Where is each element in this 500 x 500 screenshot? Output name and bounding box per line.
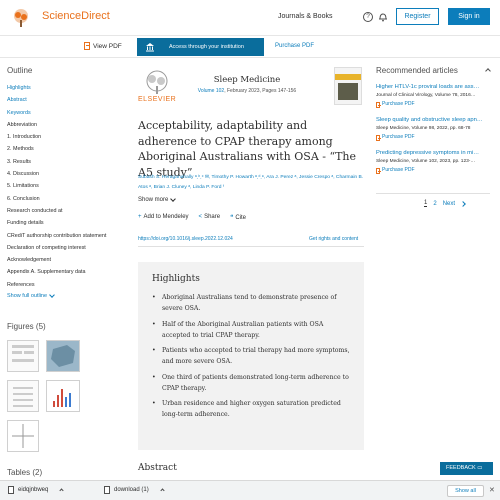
journals-books-link[interactable]: Journals & Books: [278, 13, 333, 20]
feedback-button[interactable]: FEEDBACK ▭: [440, 462, 493, 475]
highlight-item: • Urban residence and higher oxygen saturation predicted long-term adherence.: [152, 398, 352, 420]
elsevier-tree-logo-icon[interactable]: [10, 8, 32, 28]
page-1[interactable]: 1: [424, 200, 428, 206]
divider: [138, 246, 364, 247]
author-list[interactable]: Subash S. Heraganahally ᵃˎᵇˎᶜ ✉, Timothy P. Howarth ᵃˎᵈˎᵉ, Ara J. Perez ᵃ, Jessie Crespo ᵃ, Charmain B. Atos ᵃ, Brian J. Cluney ᵃ, Linda P. Ford ᶠ: [138, 175, 364, 190]
outline-title: Outline: [7, 66, 33, 75]
recommended-pager: [424, 200, 465, 207]
chevron-down-icon: [171, 196, 177, 202]
page-2[interactable]: 2: [433, 200, 437, 207]
highlights-list: [152, 292, 352, 425]
outline-list: [7, 82, 117, 291]
figure-thumbnail[interactable]: [46, 380, 80, 412]
outline-item[interactable]: Abbreviation: [7, 121, 37, 128]
brand-name[interactable]: ScienceDirect: [42, 10, 110, 22]
quote-icon: ❝: [230, 215, 234, 221]
access-bar: [0, 36, 500, 58]
abstract-heading: Abstract: [138, 463, 177, 473]
view-pdf-button[interactable]: [84, 42, 122, 50]
recommended-article-title[interactable]: Sleep quality and obstructive sleep apn…: [376, 117, 483, 123]
top-header: [0, 0, 500, 36]
add-to-mendeley-button[interactable]: + Add to Mendeley: [138, 214, 189, 220]
journal-volume: Volume 102, February 2023, Pages 147-156: [197, 88, 297, 94]
next-page-link[interactable]: Next: [442, 200, 456, 207]
outline-item[interactable]: Abstract: [7, 97, 27, 104]
help-icon[interactable]: ?: [363, 12, 373, 22]
pdf-icon: [84, 42, 90, 50]
figures-heading: Figures (5): [7, 322, 46, 331]
show-full-outline-label: Show full outline: [7, 293, 48, 300]
chevron-right-icon[interactable]: [460, 201, 466, 207]
recommended-article-title[interactable]: Higher HTLV-1c proviral loads are ass…: [376, 84, 480, 90]
figure-thumbnail[interactable]: [7, 420, 39, 452]
chevron-up-icon[interactable]: [160, 488, 164, 492]
file-icon: [8, 486, 14, 494]
chevron-up-icon[interactable]: [60, 488, 64, 492]
recommended-article-title[interactable]: Predicting depressive symptoms in mi…: [376, 150, 480, 156]
outline-panel: [7, 66, 117, 299]
volume-link[interactable]: Volume 102: [197, 88, 225, 94]
plus-icon: +: [138, 214, 142, 220]
share-icon: <: [198, 214, 203, 220]
recommended-title: Recommended articles: [376, 66, 458, 75]
pdf-icon: [376, 168, 380, 174]
show-full-outline-button[interactable]: [7, 293, 117, 299]
journal-cover-image[interactable]: [334, 67, 362, 105]
outline-item[interactable]: Appendix A. Supplementary data: [7, 269, 86, 276]
chevron-up-icon[interactable]: [485, 68, 491, 74]
access-label: Access through your institution: [169, 44, 244, 50]
divider: [376, 193, 490, 194]
highlight-item: • One third of patients demonstrated long-term adherence to CPAP therapy.: [152, 372, 352, 394]
access-institution-button[interactable]: [137, 38, 264, 56]
show-more-label: Show more: [138, 197, 169, 203]
notifications-bell-icon[interactable]: [378, 12, 388, 22]
purchase-pdf-link[interactable]: Purchase PDF: [275, 43, 315, 49]
recommended-article-meta: Sleep Medicine, Volume 98, 2022, pp. 68-78: [376, 126, 471, 131]
pdf-icon: [376, 102, 380, 108]
download-item[interactable]: [8, 486, 63, 494]
outline-item[interactable]: 5. Limitations: [7, 183, 39, 190]
article-title: Acceptability, adaptability and adherence to CPAP therapy among Aboriginal Australians with OSA - “The A5 study”: [138, 119, 357, 179]
highlight-item: • Half of the Aboriginal Australian patients with OSA accepted to trial CPAP therapy.: [152, 319, 352, 341]
recommended-list: [376, 83, 490, 175]
outline-item[interactable]: Research conducted at: [7, 207, 63, 214]
outline-item[interactable]: 6. Conclusion: [7, 195, 40, 202]
tables-heading: Tables (2): [7, 468, 43, 477]
outline-item[interactable]: Acknowledgement: [7, 257, 52, 264]
view-pdf-label: View PDF: [93, 42, 122, 50]
doi-link[interactable]: https://doi.org/10.1016/j.sleep.2022.12.024: [138, 236, 233, 242]
figure-thumbnail[interactable]: [7, 380, 39, 412]
recommended-article-meta: Sleep Medicine, Volume 102, 2023, pp. 123-…: [376, 159, 476, 164]
cite-button[interactable]: ❝ Cite: [230, 215, 246, 221]
highlight-item: • Aboriginal Australians tend to demonstrate presence of severe OSA.: [152, 292, 352, 314]
file-icon: [104, 486, 110, 494]
purchase-pdf-link[interactable]: Purchase PDF: [376, 166, 490, 175]
outline-item[interactable]: 4. Discussion: [7, 171, 40, 178]
recommended-article: [376, 83, 490, 109]
recommended-panel: [376, 66, 490, 182]
outline-item[interactable]: Declaration of competing interest: [7, 244, 86, 251]
register-button[interactable]: Register: [396, 8, 439, 25]
journal-name[interactable]: Sleep Medicine: [213, 75, 281, 85]
recommended-article: [376, 149, 490, 175]
show-all-downloads-button[interactable]: Show all: [447, 485, 484, 497]
article-actions: [138, 214, 246, 221]
pdf-icon: [376, 135, 380, 141]
show-more-button[interactable]: [138, 197, 175, 203]
share-button[interactable]: < Share: [198, 214, 221, 220]
figure-thumbnail[interactable]: [46, 340, 80, 372]
highlights-section: [138, 262, 364, 450]
outline-item[interactable]: Funding details: [7, 220, 44, 227]
recommended-article-meta: Journal of Clinical Virology, Volume 78, 2016…: [376, 93, 476, 98]
purchase-pdf-link[interactable]: Purchase PDF: [376, 133, 490, 142]
figure-thumbnail[interactable]: [7, 340, 39, 372]
sign-in-button[interactable]: Sign in: [448, 8, 490, 25]
highlights-heading: Highlights: [152, 274, 200, 284]
publisher-logo-text: ELSEVIER: [138, 96, 177, 103]
download-filename: download (1): [114, 487, 149, 493]
highlight-item: • Patients who accepted to trial therapy had more symptoms, and more severe OSA.: [152, 345, 352, 367]
chevron-down-icon: [49, 292, 55, 298]
chat-icon: ▭: [477, 465, 483, 471]
download-filename: eidqjnbweq: [18, 487, 49, 493]
rights-link[interactable]: Get rights and content: [309, 236, 359, 242]
download-item[interactable]: [104, 486, 164, 494]
outline-item[interactable]: References: [7, 281, 35, 288]
outline-item[interactable]: 2. Methods: [7, 146, 34, 153]
purchase-pdf-link[interactable]: Purchase PDF: [376, 100, 490, 109]
outline-item[interactable]: CRediT authorship contribution statement: [7, 232, 107, 239]
outline-item[interactable]: 1. Introduction: [7, 134, 42, 141]
download-bar: [0, 480, 500, 500]
recommended-article: [376, 116, 490, 142]
close-icon[interactable]: ✕: [489, 487, 495, 494]
institution-icon: [145, 42, 155, 52]
outline-item[interactable]: Keywords: [7, 109, 31, 116]
outline-item[interactable]: 3. Results: [7, 158, 31, 165]
outline-item[interactable]: Highlights: [7, 85, 31, 91]
